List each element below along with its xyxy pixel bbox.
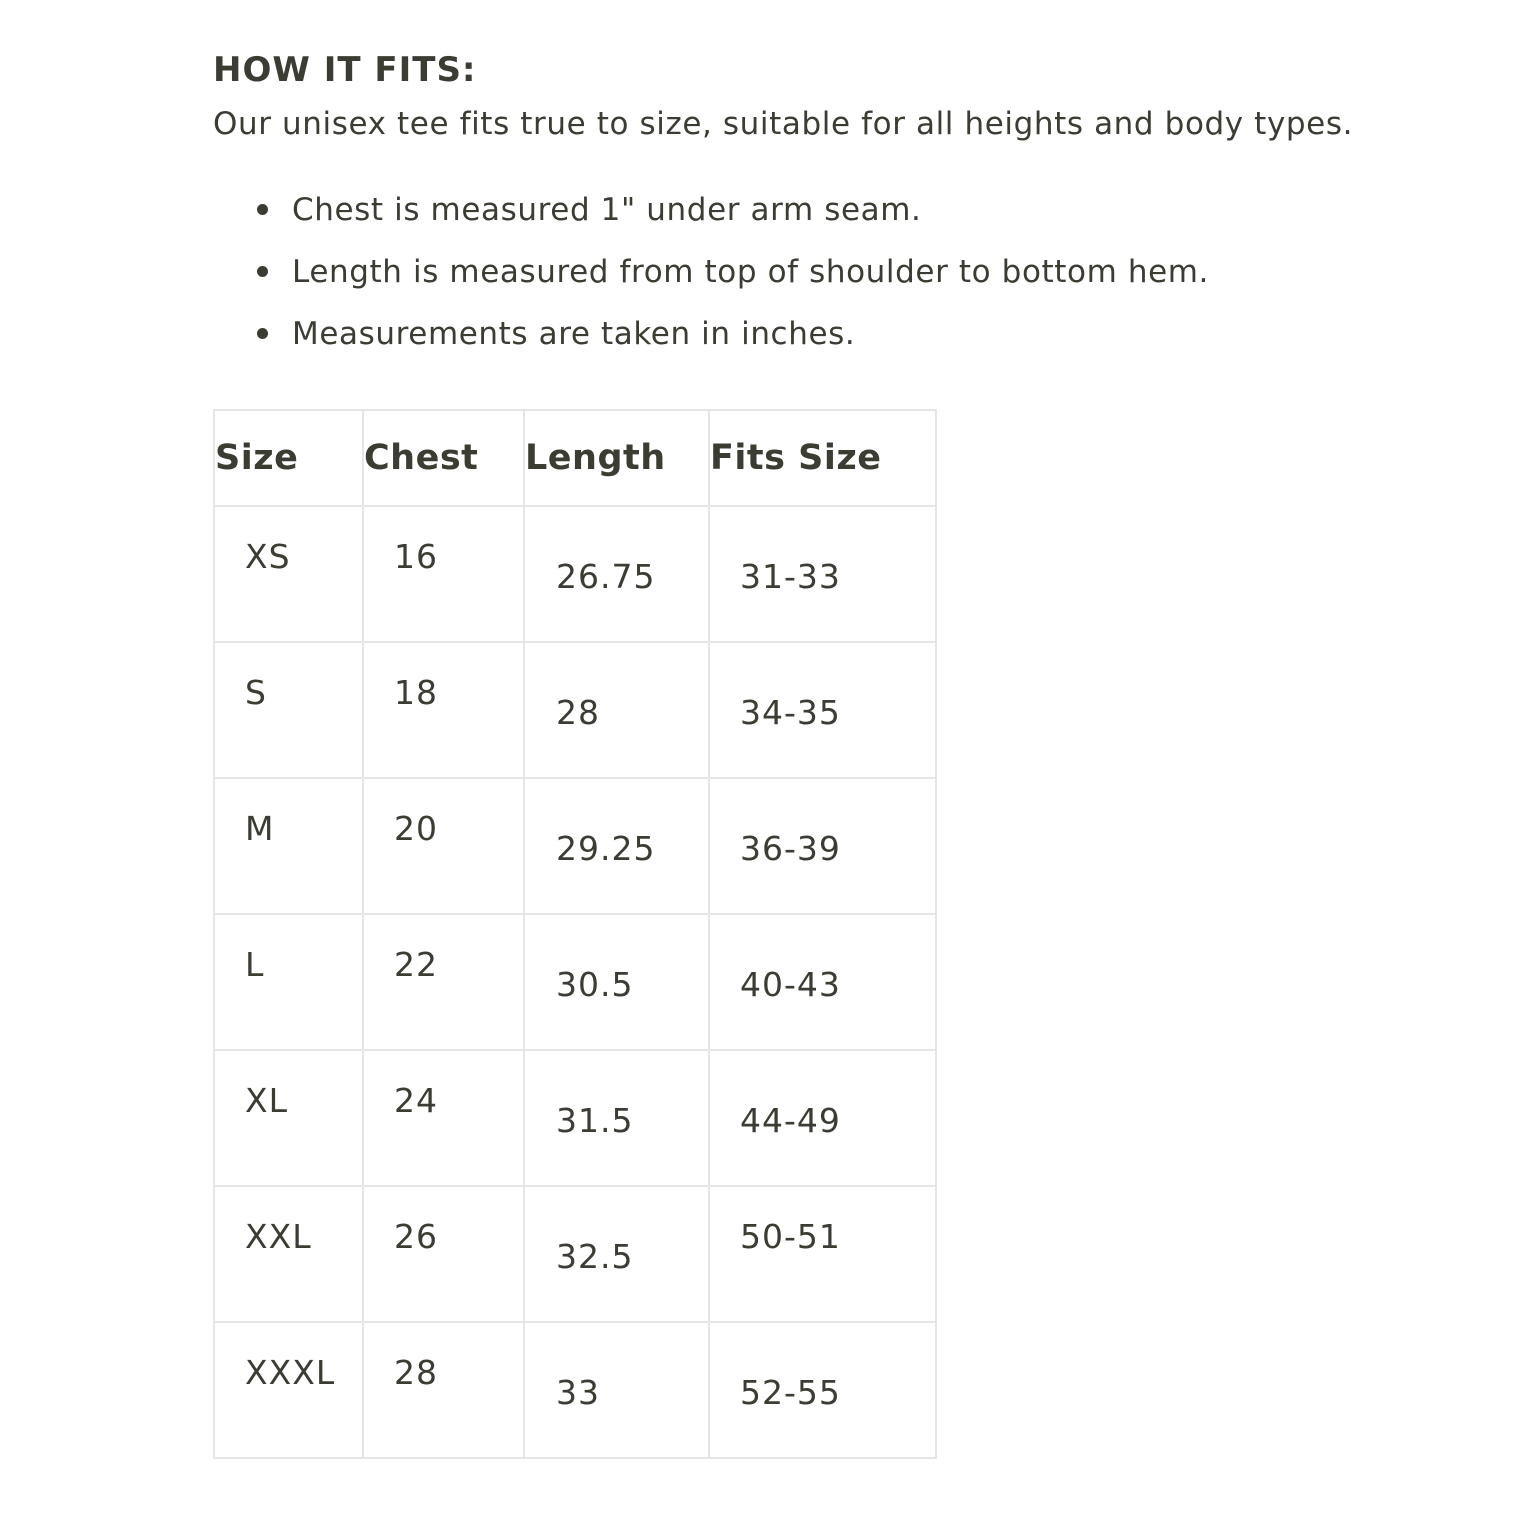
table-row: [214, 914, 936, 1050]
fits-size-value: 36-39: [740, 829, 841, 868]
column-header-chest: Chest: [363, 410, 524, 506]
table-row: [214, 506, 936, 642]
table-cell: [524, 506, 709, 642]
table-cell: [363, 506, 524, 642]
fits-size-value: 34-35: [740, 693, 841, 732]
chest-value: 28: [394, 1353, 438, 1392]
length-value: 30.5: [556, 965, 634, 1004]
column-header-fits-size: Fits Size: [709, 410, 936, 506]
size-value: L: [245, 945, 265, 984]
fit-intro: Our unisex tee fits true to size, suitable for all heights and body types.: [213, 106, 1354, 142]
length-value: 29.25: [556, 829, 656, 868]
length-value: 32.5: [556, 1237, 634, 1276]
column-header-size: Size: [214, 410, 363, 506]
table-cell: [524, 1050, 709, 1186]
size-value: M: [245, 809, 275, 848]
length-value: 26.75: [556, 557, 656, 596]
length-value: 31.5: [556, 1101, 634, 1140]
bullet-icon: [257, 266, 268, 277]
table-cell: [709, 778, 936, 914]
bullet-text: Measurements are taken in inches.: [292, 316, 856, 352]
table-cell: [214, 914, 363, 1050]
chest-value: 18: [394, 673, 438, 712]
table-cell: [363, 642, 524, 778]
size-value: XS: [245, 537, 291, 576]
column-header-length: Length: [524, 410, 709, 506]
chest-value: 24: [394, 1081, 438, 1120]
fit-heading: HOW IT FITS:: [213, 50, 477, 90]
fits-size-value: 50-51: [740, 1217, 841, 1256]
list-item: [213, 188, 1413, 232]
bullet-text: Length is measured from top of shoulder to bottom hem.: [292, 254, 1210, 290]
table-row: [214, 1322, 936, 1458]
table-cell: [709, 1186, 936, 1322]
table-cell: [363, 1050, 524, 1186]
fits-size-value: 31-33: [740, 557, 841, 596]
table-cell: [214, 1322, 363, 1458]
fit-bullet-list: [213, 188, 1413, 356]
table-cell: [363, 778, 524, 914]
table-cell: [363, 914, 524, 1050]
table-cell: [363, 1186, 524, 1322]
list-item: [213, 312, 1413, 356]
table-row: [214, 1186, 936, 1322]
table-row: [214, 778, 936, 914]
length-value: 33: [556, 1373, 600, 1412]
fit-section: [213, 48, 1413, 374]
table-cell: [709, 1322, 936, 1458]
fits-size-value: 40-43: [740, 965, 841, 1004]
fits-size-value: 44-49: [740, 1101, 841, 1140]
size-value: S: [245, 673, 267, 712]
table-cell: [363, 1322, 524, 1458]
table-cell: [524, 1322, 709, 1458]
chest-value: 26: [394, 1217, 438, 1256]
bullet-icon: [257, 328, 268, 339]
size-value: XXL: [245, 1217, 312, 1256]
size-value: XXXL: [245, 1353, 336, 1392]
table-header-row: [214, 410, 936, 506]
size-value: XL: [245, 1081, 288, 1120]
table-cell: [524, 778, 709, 914]
bullet-text: Chest is measured 1" under arm seam.: [292, 192, 922, 228]
length-value: 28: [556, 693, 600, 732]
size-chart-table: [213, 409, 937, 1459]
chest-value: 22: [394, 945, 438, 984]
table-cell: [214, 642, 363, 778]
list-item: [213, 250, 1413, 294]
table-cell: [524, 1186, 709, 1322]
table-cell: [524, 914, 709, 1050]
table-cell: [214, 1050, 363, 1186]
table-cell: [214, 1186, 363, 1322]
bullet-icon: [257, 204, 268, 215]
table-cell: [709, 642, 936, 778]
chest-value: 16: [394, 537, 438, 576]
table-cell: [709, 1050, 936, 1186]
table-cell: [214, 778, 363, 914]
table-cell: [214, 506, 363, 642]
table-cell: [524, 642, 709, 778]
table-row: [214, 642, 936, 778]
table-cell: [709, 914, 936, 1050]
table-row: [214, 1050, 936, 1186]
table-cell: [709, 506, 936, 642]
chest-value: 20: [394, 809, 438, 848]
fits-size-value: 52-55: [740, 1373, 841, 1412]
